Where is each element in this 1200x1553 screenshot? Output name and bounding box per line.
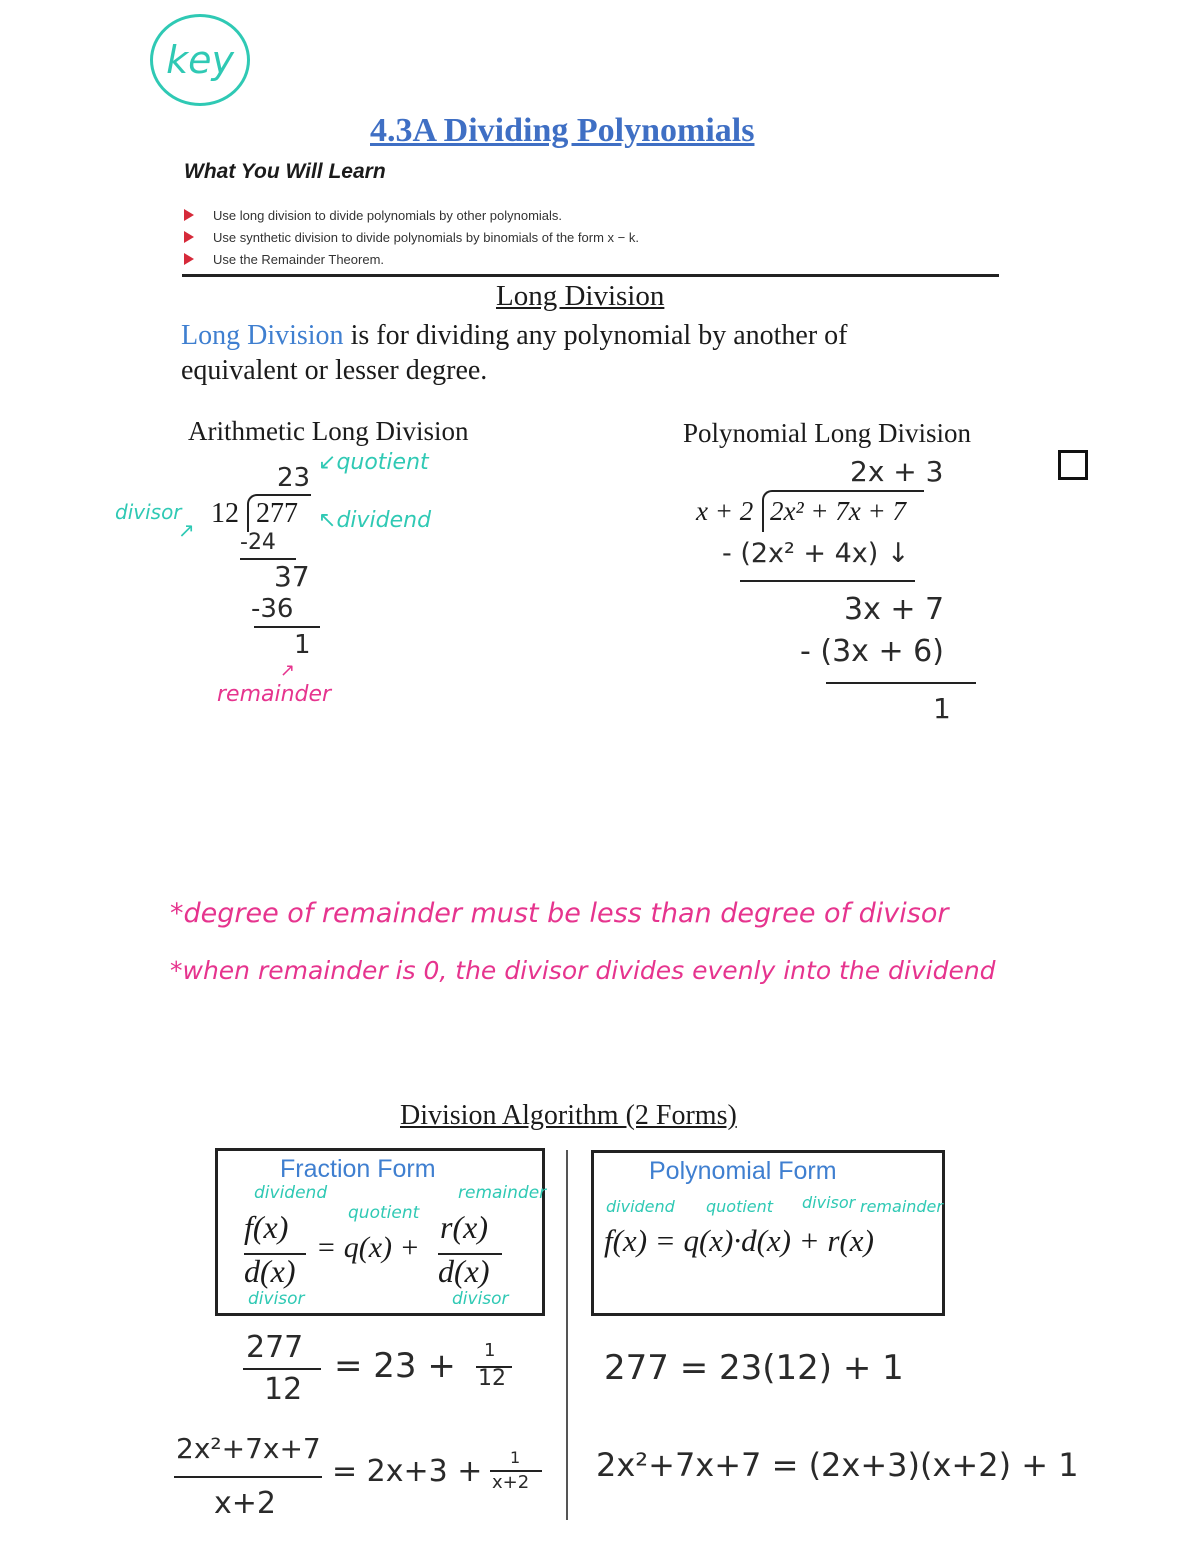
arithmetic-heading: Arithmetic Long Division bbox=[188, 416, 469, 446]
ff-dividend-label: dividend bbox=[254, 1183, 328, 1203]
definition-term: Long Division bbox=[181, 320, 344, 351]
key-stamp-text: key bbox=[166, 38, 234, 82]
learn-list bbox=[184, 204, 639, 270]
arith-step-2: 37 bbox=[274, 560, 310, 593]
ff-remainder-label: remainder bbox=[458, 1183, 547, 1203]
dividend-label bbox=[318, 508, 431, 533]
ex2-rest: = 2x+3 + bbox=[332, 1454, 483, 1489]
list-item-text: Use the Remainder Theorem. bbox=[213, 251, 385, 267]
page-title: 4.3A Dividing Polynomials bbox=[370, 112, 755, 149]
poly-step-2: 3x + 7 bbox=[844, 592, 945, 627]
arrow-left-icon: ↖ bbox=[318, 508, 337, 533]
poly-rule-1 bbox=[740, 580, 915, 582]
ff-remainder-num: r(x) bbox=[440, 1209, 488, 1245]
ex3-polynomial-form: 277 = 23(12) + 1 bbox=[604, 1348, 904, 1388]
section-divider bbox=[182, 274, 999, 277]
arith-divisor: 12 bbox=[211, 498, 239, 529]
pf-formula: f(x) = q(x)·d(x) + r(x) bbox=[604, 1223, 874, 1258]
ff-quotient-label: quotient bbox=[348, 1203, 420, 1223]
arrow-left-icon: ↙ bbox=[318, 450, 337, 475]
poly-dividend: 2x² + 7x + 7 bbox=[770, 496, 907, 526]
ff-equals-q: = q(x) + bbox=[316, 1231, 420, 1264]
bullet-icon bbox=[184, 231, 194, 243]
poly-step-3: - (3x + 6) bbox=[800, 634, 944, 669]
bullet-icon bbox=[184, 253, 194, 265]
poly-rule-2 bbox=[826, 682, 976, 684]
polynomial-heading: Polynomial Long Division bbox=[683, 418, 972, 448]
ff-numerator: f(x) bbox=[244, 1209, 289, 1245]
list-item bbox=[184, 248, 639, 270]
note-degree: *degree of remainder must be less than degree of divisor bbox=[170, 898, 949, 929]
ex1-bar bbox=[243, 1368, 321, 1370]
checkbox-square[interactable] bbox=[1058, 450, 1088, 480]
ex1-denominator: 12 bbox=[264, 1372, 303, 1407]
ex1-rest: = 23 + bbox=[334, 1346, 456, 1386]
ff-remainder-den: d(x) bbox=[438, 1253, 490, 1289]
poly-quotient: 2x + 3 bbox=[850, 455, 944, 488]
quotient-label bbox=[318, 450, 429, 475]
polynomial-form-title: Polynomial Form bbox=[649, 1157, 837, 1185]
fraction-form-title: Fraction Form bbox=[280, 1155, 436, 1183]
ex2-bar bbox=[174, 1476, 322, 1478]
definition-text-2: equivalent or lesser degree. bbox=[181, 355, 488, 386]
pf-dividend-label: dividend bbox=[606, 1197, 675, 1216]
algorithm-heading: Division Algorithm (2 Forms) bbox=[400, 1100, 737, 1131]
fraction-form-box bbox=[215, 1148, 545, 1316]
divisor-arrow-icon: ↗ bbox=[178, 518, 195, 542]
ex2-denominator: x+2 bbox=[214, 1486, 276, 1521]
learn-heading: What You Will Learn bbox=[184, 160, 386, 183]
quotient-label-text: quotient bbox=[336, 450, 429, 475]
arith-remainder: 1 bbox=[294, 630, 311, 660]
arith-step-1: -24 bbox=[240, 530, 276, 555]
ex1-rem-den: 12 bbox=[478, 1366, 506, 1391]
dividend-label-text: dividend bbox=[336, 508, 432, 533]
arith-dividend: 277 bbox=[256, 498, 298, 529]
ff-divisor-label-2: divisor bbox=[452, 1289, 509, 1309]
arith-rule-2 bbox=[254, 626, 320, 628]
arith-step-3: -36 bbox=[251, 594, 294, 624]
long-division-heading: Long Division bbox=[496, 280, 665, 312]
poly-divisor: x + 2 bbox=[696, 496, 754, 526]
pf-divisor-label: divisor bbox=[802, 1193, 856, 1212]
remainder-label: remainder bbox=[217, 682, 332, 707]
pf-remainder-label: remainder bbox=[860, 1197, 943, 1216]
ex2-numerator: 2x²+7x+7 bbox=[176, 1432, 321, 1465]
divisor-label: divisor bbox=[115, 500, 182, 524]
ex1-rem-num: 1 bbox=[484, 1340, 496, 1361]
arith-quotient: 23 bbox=[277, 463, 311, 493]
list-item-text: Use long division to divide polynomials by other polynomials. bbox=[213, 207, 563, 223]
ff-divisor-label: divisor bbox=[248, 1289, 305, 1309]
poly-step-1: - (2x² + 4x) ↓ bbox=[722, 538, 910, 569]
ex2-rem-den: x+2 bbox=[492, 1472, 530, 1493]
list-item-text: Use synthetic division to divide polynomials by binomials of the form x − k. bbox=[213, 229, 639, 245]
poly-remainder: 1 bbox=[933, 692, 951, 725]
ff-denominator: d(x) bbox=[244, 1253, 296, 1289]
column-separator bbox=[566, 1150, 568, 1520]
remainder-arrow-icon: ↗ bbox=[280, 660, 296, 681]
key-stamp bbox=[150, 14, 250, 106]
ex4-polynomial-form: 2x²+7x+7 = (2x+3)(x+2) + 1 bbox=[596, 1446, 1079, 1484]
ex1-numerator: 277 bbox=[246, 1330, 304, 1365]
note-remainder-zero: *when remainder is 0, the divisor divides evenly into the dividend bbox=[170, 956, 996, 985]
ex2-rem-num: 1 bbox=[510, 1448, 521, 1467]
list-item bbox=[184, 204, 639, 226]
long-division-definition bbox=[181, 318, 847, 388]
polynomial-form-box bbox=[591, 1150, 945, 1316]
definition-text-1: is for dividing any polynomial by another of bbox=[343, 320, 848, 351]
bullet-icon bbox=[184, 209, 194, 221]
list-item bbox=[184, 226, 639, 248]
pf-quotient-label: quotient bbox=[706, 1197, 774, 1216]
